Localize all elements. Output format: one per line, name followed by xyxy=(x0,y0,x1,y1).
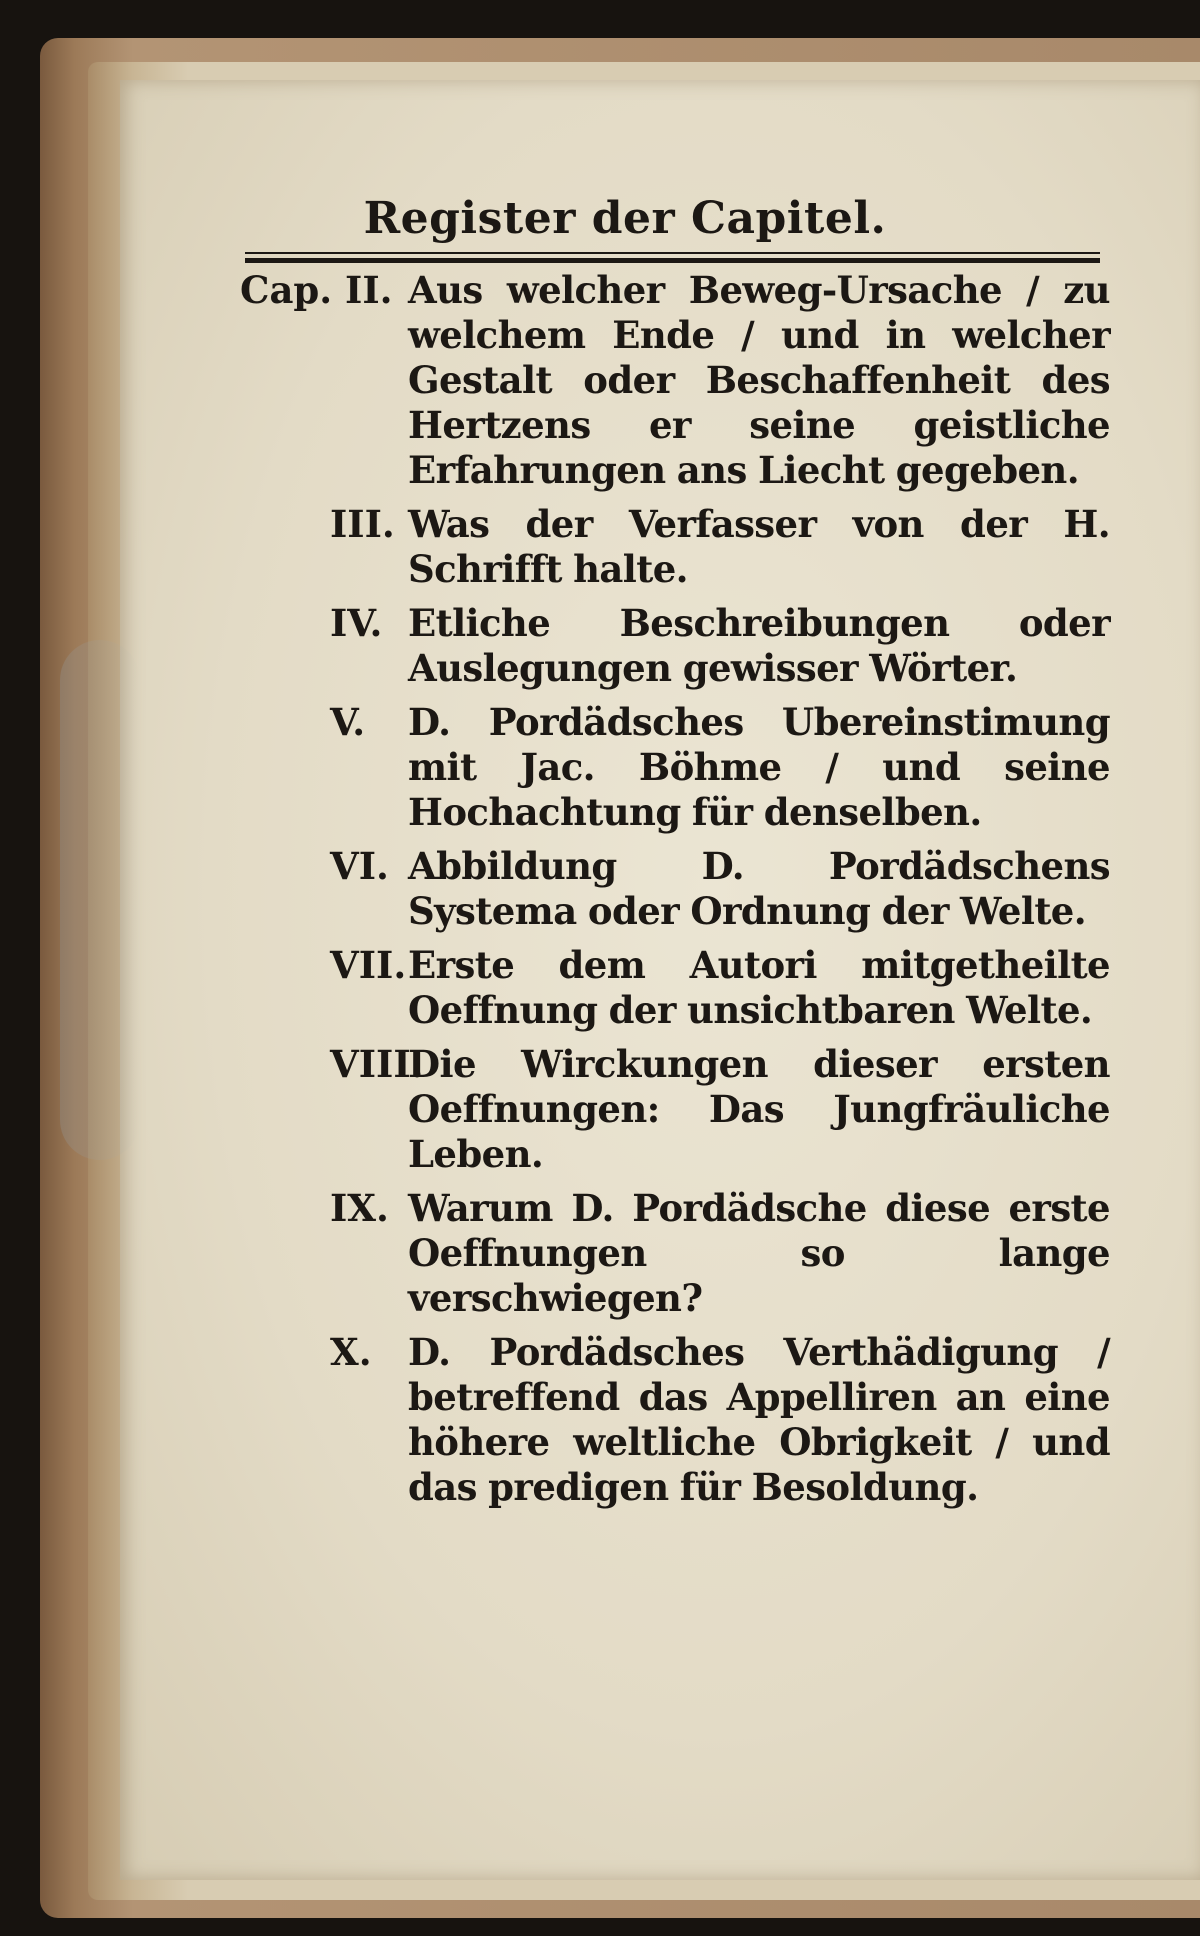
chapter-number: VIII. xyxy=(330,1042,424,1086)
chapter-number: VII. xyxy=(330,943,407,987)
chapter-title: Die Wirckungen dieser ersten Oeffnungen: Das Jungfräuliche Leben. xyxy=(408,1042,1110,1176)
toc-entry xyxy=(240,700,1110,835)
chapter-title: Abbildung D. Pordädschens Systema oder Ordnung der Welte. xyxy=(408,844,1110,933)
chapter-register xyxy=(240,268,1110,1519)
toc-entry xyxy=(240,844,1110,934)
chapter-title: D. Pordädsches Verthädigung / betreffend das Appelliren an eine höhere weltliche Obrigkeit / und das predigen für Besoldung. xyxy=(408,1330,1110,1509)
chapter-title: Etliche Beschreibungen oder Auslegungen gewisser Wörter. xyxy=(408,601,1110,690)
toc-entry xyxy=(240,601,1110,691)
chapter-title: Was der Verfasser von der H. Schrifft halte. xyxy=(408,502,1110,591)
header-rule-thin xyxy=(245,252,1100,254)
chapter-number: V. xyxy=(330,700,366,744)
toc-entry xyxy=(240,943,1110,1033)
chapter-title: Aus welcher Beweg-Ursache / zu welchem Ende / und in welcher Gestalt oder Beschaffenheit des Hertzens er seine geistliche Erfahrungen ans Liecht gegeben. xyxy=(408,268,1110,492)
chapter-title: Erste dem Autori mitgetheilte Oeffnung der unsichtbaren Welte. xyxy=(408,943,1110,1032)
toc-entry xyxy=(240,1330,1110,1510)
chapter-number: III. xyxy=(330,502,395,546)
chapter-title: D. Pordädsches Ubereinstimung mit Jac. Böhme / und seine Hochachtung für denselben. xyxy=(408,700,1110,834)
toc-entry xyxy=(240,1186,1110,1321)
chapter-number: VI. xyxy=(330,844,389,888)
chapter-number: IV. xyxy=(330,601,383,645)
chapter-number: Cap. II. xyxy=(240,268,393,312)
paper-stain xyxy=(60,640,140,1160)
toc-entry xyxy=(240,502,1110,592)
toc-entry xyxy=(240,268,1110,493)
chapter-number: X. xyxy=(330,1330,372,1374)
chapter-title: Warum D. Pordädsche diese erste Oeffnungen so lange verschwiegen? xyxy=(408,1186,1110,1320)
toc-entry xyxy=(240,1042,1110,1177)
chapter-number: IX. xyxy=(330,1186,389,1230)
header-rule-thick xyxy=(245,258,1100,263)
running-head: Register der Capitel. xyxy=(363,193,887,244)
